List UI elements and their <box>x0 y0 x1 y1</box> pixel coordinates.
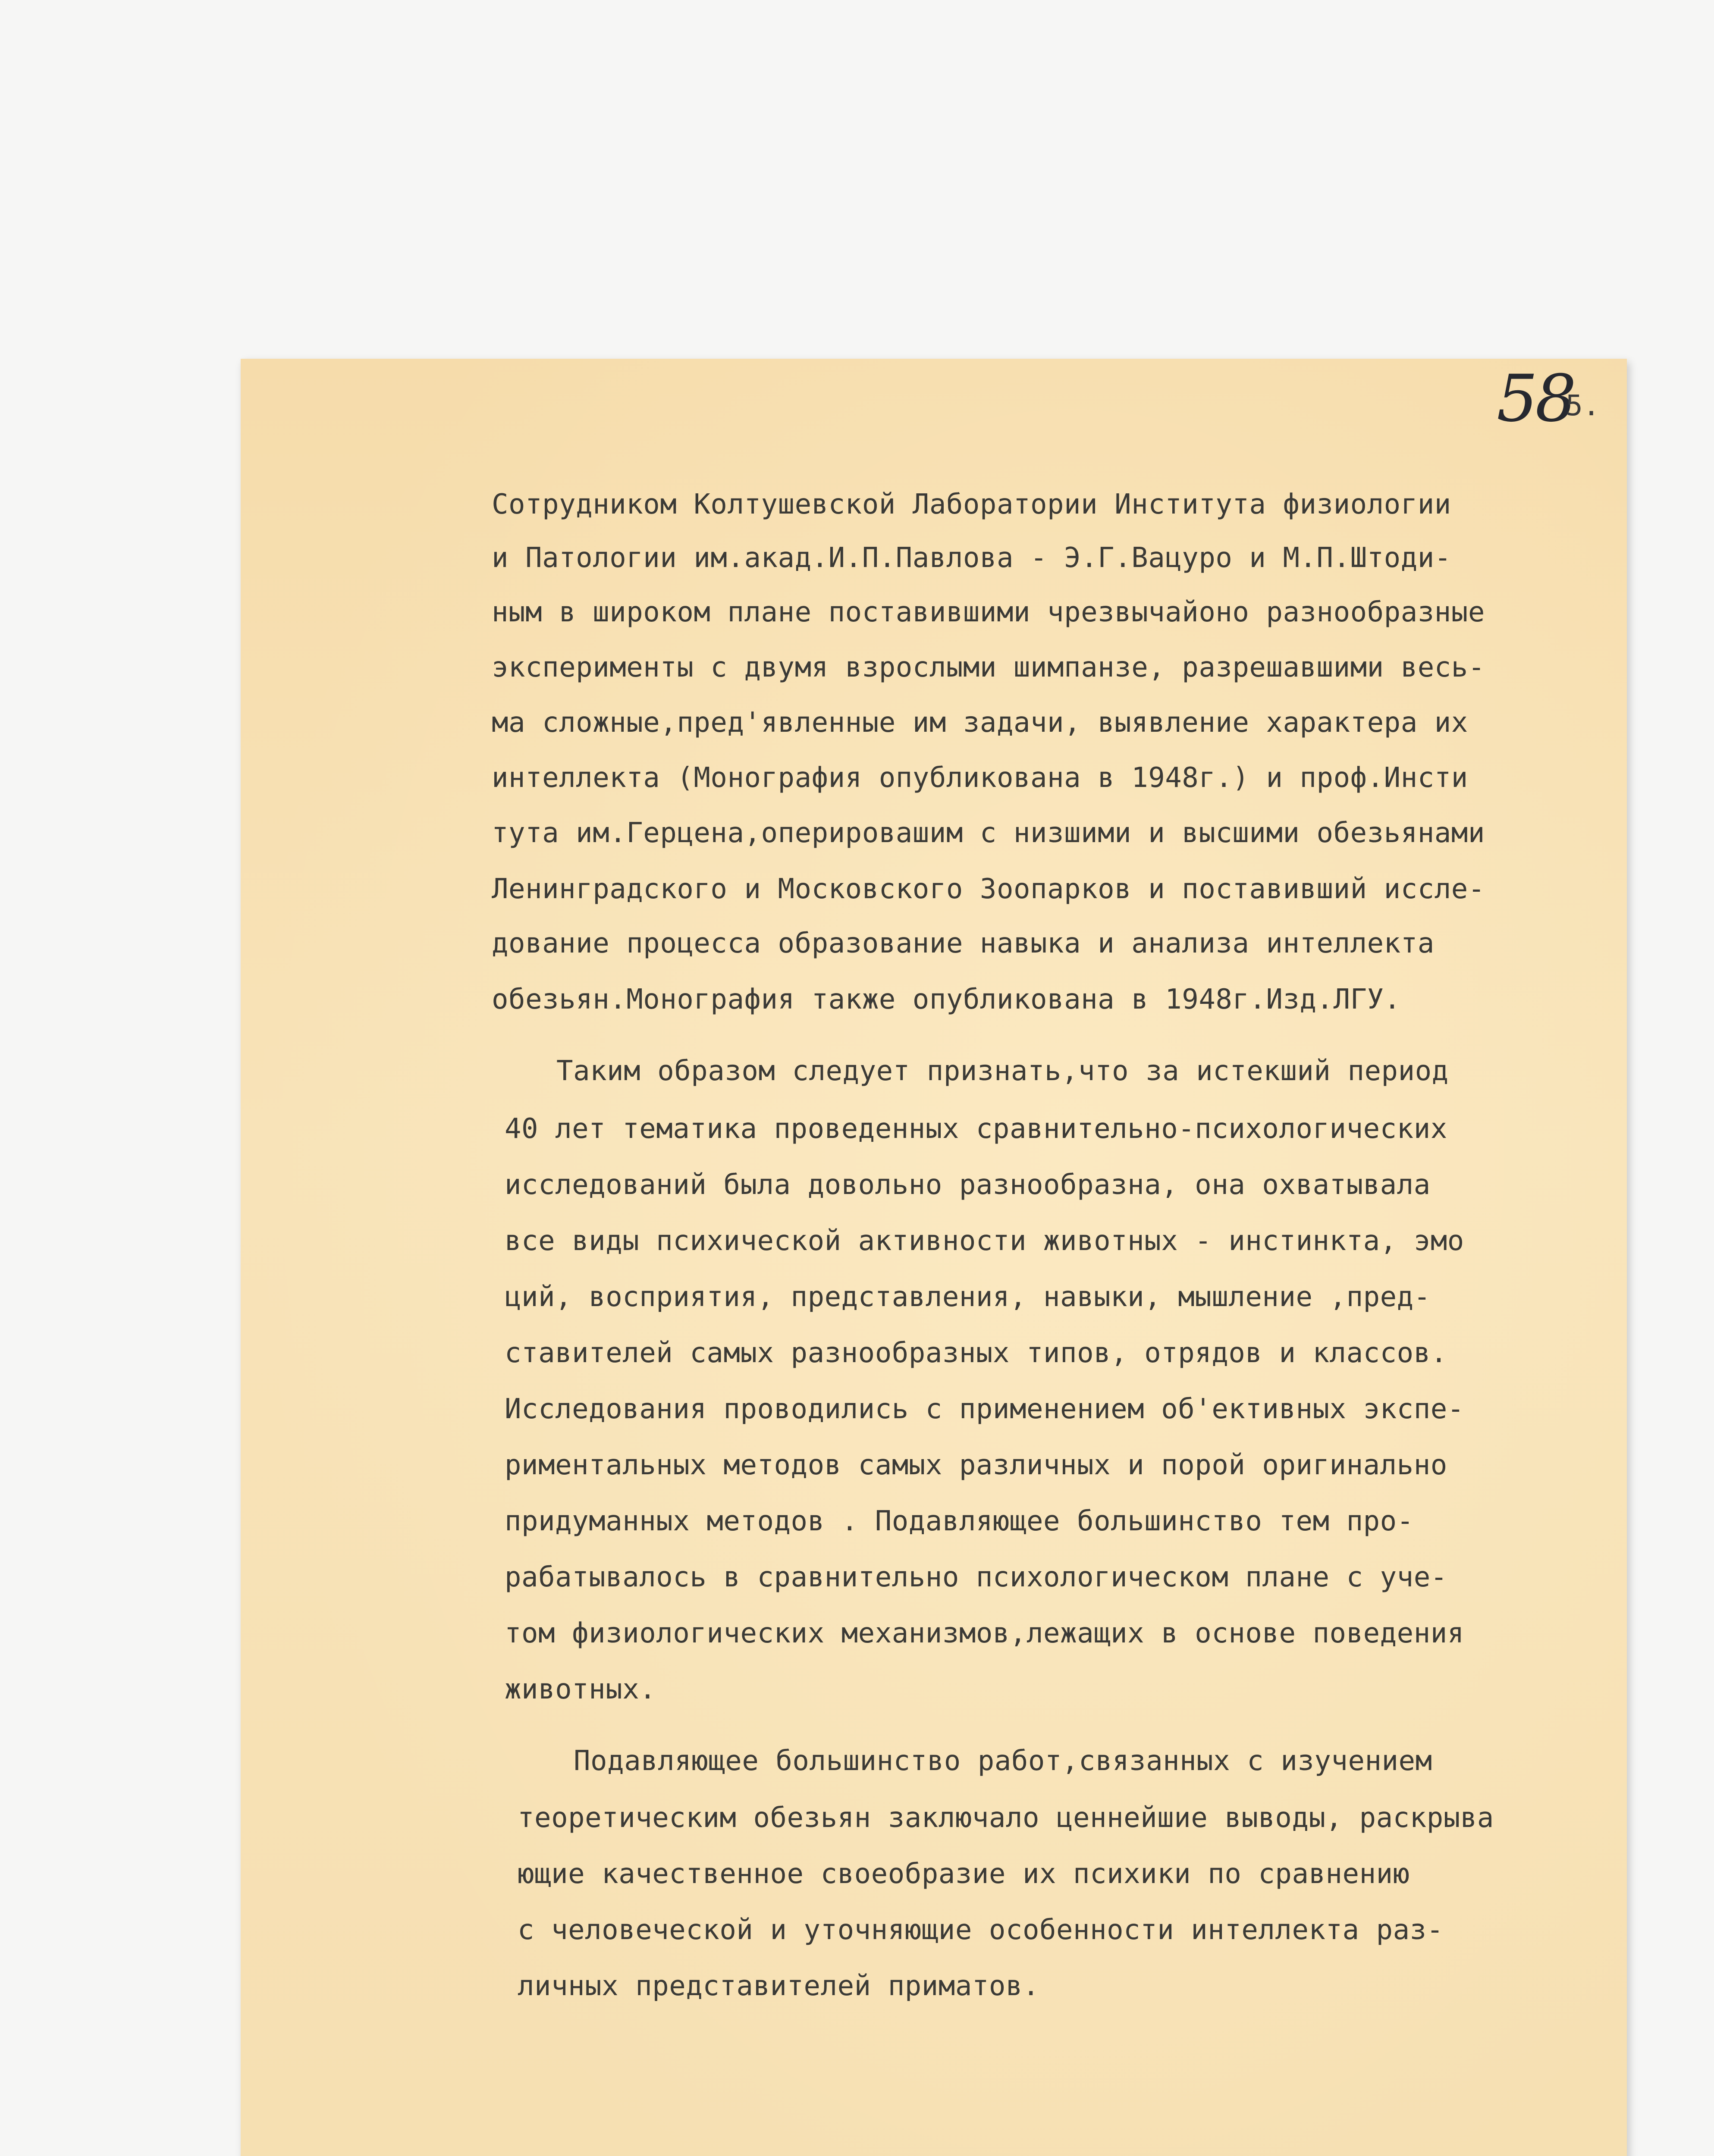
text-line: Таким образом следует признать,что за истекший период <box>556 1055 1449 1087</box>
text-line: 40 лет тематика проведенных сравнительно-психологических <box>505 1113 1447 1145</box>
text-line: теоретическим обезьян заключало ценнейшие выводы, раскрыва <box>518 1802 1494 1834</box>
text-line: интеллекта (Монография опубликована в 1948г.) и проф.Инсти <box>492 762 1468 794</box>
text-line: Подавляющее большинство работ,связанных с изучением <box>574 1745 1432 1777</box>
text-line: дование процесса образование навыка и анализа интеллекта <box>492 928 1435 959</box>
text-line: личных представителей приматов. <box>518 1970 1039 2002</box>
text-line: ций, восприятия, представления, навыки, мышление ,пред- <box>505 1281 1431 1313</box>
text-line: исследований была довольно разнообразна, она охватывала <box>505 1169 1431 1201</box>
text-line: эксперименты с двумя взрослыми шимпанзе, разрешавшими весь- <box>492 652 1485 683</box>
text-line: ющие качественное своеобразие их психики по сравнению <box>518 1858 1410 1890</box>
text-line: обезьян.Монография также опубликована в 1948г.Изд.ЛГУ. <box>492 984 1401 1015</box>
text-line: Исследования проводились с применением об'ективных экспе- <box>505 1393 1464 1425</box>
text-line: ным в широком плане поставившими чрезвычайоно разнообразные <box>492 596 1485 628</box>
text-line: риментальных методов самых различных и порой оригинально <box>505 1449 1447 1481</box>
text-line: ставителей самых разнообразных типов, отрядов и классов. <box>505 1337 1447 1369</box>
text-line: Ленинградского и Московского Зоопарков и поставивший иссле- <box>492 873 1485 905</box>
text-line: рабатывалось в сравнительно психологическом плане с уче- <box>505 1561 1447 1593</box>
text-line: придуманных методов . Подавляющее большинство тем про- <box>505 1505 1414 1537</box>
text-line: все виды психической активности животных - инстинкта, эмо <box>505 1225 1464 1257</box>
text-line: животных. <box>505 1673 656 1705</box>
handwritten-folio-number: 58 <box>1497 361 1574 436</box>
text-line: и Патологии им.акад.И.П.Павлова - Э.Г.Вацуро и М.П.Штоди- <box>492 542 1451 574</box>
text-line: тута им.Герцена,оперировашим с низшими и высшими обезьянами <box>492 817 1485 849</box>
text-line: ма сложные,пред'явленные им задачи, выявление характера их <box>492 707 1468 739</box>
page-number: 5. <box>1566 389 1600 422</box>
text-line: с человеческой и уточняющие особенности интеллекта раз- <box>518 1914 1444 1946</box>
text-line: том физиологических механизмов,лежащих в основе поведения <box>505 1617 1464 1649</box>
text-line: Сотрудником Колтушевской Лаборатории Института физиологии <box>492 489 1451 520</box>
